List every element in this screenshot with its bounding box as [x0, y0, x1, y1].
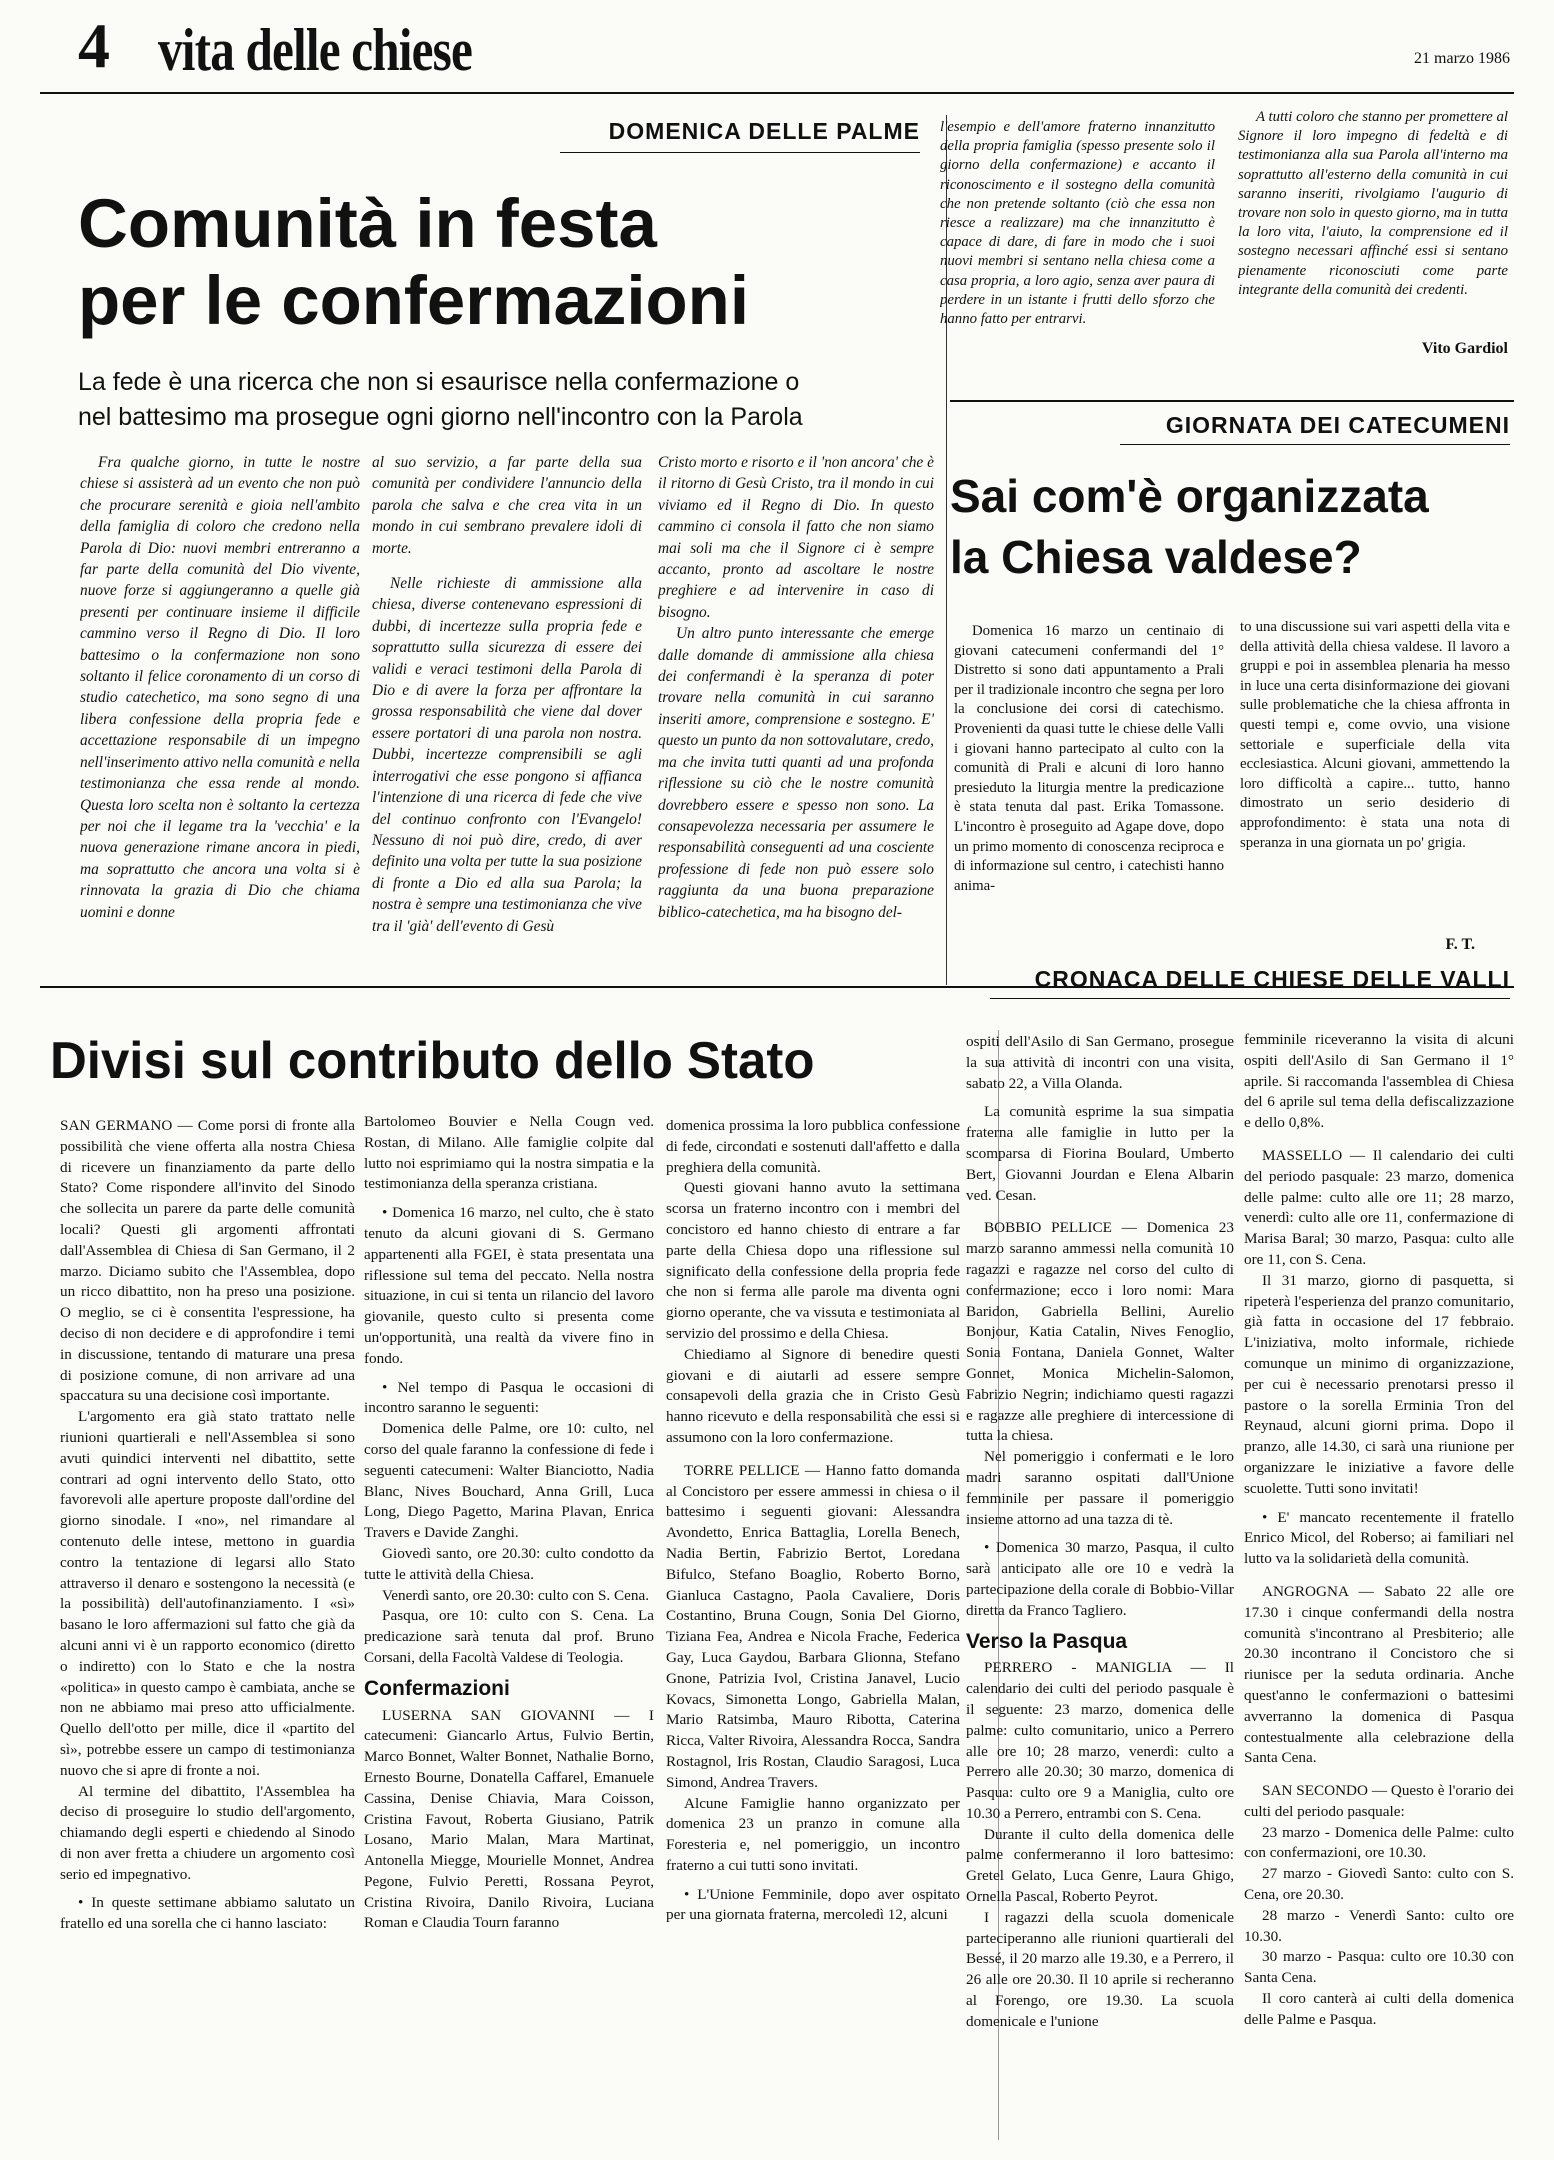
paragraph: Nel pomeriggio i confermati e le loro madri saranno ospitati dall'Unione femminile per passare il pomeriggio insieme attorno ad una tazza di tè. [966, 1448, 1234, 1528]
paragraph: PERRERO - MANIGLIA — Il calendario dei culti del periodo pasquale è il seguente: 23 marzo, domenica delle palme: culto comunitario, unico a Perrero alle ore 10; 28 marzo, venerdì: culto a Perrero alle 20.30; 30 marzo, domenica di Pasqua: culto ore 9 a Maniglia, culto ore 10.30 a Perrero, entrambi con S. Cena. [966, 1659, 1234, 1822]
paragraph: Domenica 16 marzo un centinaio di giovani catecumeni confermandi del 1° Distretto si sono dati appuntamento a Prali per il tradizionale incontro che segna per loro la conclusione dei corsi di catechismo. Provenienti da quasi tutte le chiese delle Valli i giovani hanno partecipato al culto con la comunità di Prali e alcuni di loro hanno presieduto la liturgia mentre la predicazione è stata tenuta dal past. Erika Tomassone. L'incontro è proseguito ad Agape dove, dopo un primo momento di conoscenza reciproca e di informazione sul centro, i catechisti hanno anima- [954, 623, 1224, 894]
paragraph: SAN SECONDO — Questo è l'orario dei culti del periodo pasquale: [1244, 1782, 1514, 1820]
article3-col4 [966, 1032, 1234, 2146]
paragraph: • E' mancato recentemente il fratello Enrico Micol, del Roberso; ai familiari nel lutto va la solidarietà della comunità. [1244, 1508, 1514, 1568]
paragraph: 30 marzo - Pasqua: culto ore 10.30 con Santa Cena. [1244, 1948, 1514, 1987]
article1-title-line2: per le confermazioni [78, 262, 749, 340]
paragraph: A tutti coloro che stanno per promettere al Signore il loro impegno di fedeltà e di testimonianza alla sua Parola all'interno ma soprattutto all'esterno della comunità in cui saranno inseriti, rivolgiamo l'augurio di trovare non solo in questo giorno, ma in tutta la loro vita, l'aiuto, la comprensione ed il sostegno necessari affinché essi si sentano pienamente riconosciuti come parte integrante della comunità dei credenti. [1238, 109, 1508, 298]
paragraph: La comunità esprime la sua simpatia fraterna alle famiglie in lutto per la scomparsa di Fiorina Boulard, Umberto Bert, Giovanni Jourdan e Elena Albarin ved. Cesan. [966, 1103, 1234, 1204]
article3-col1 [60, 1116, 355, 2146]
verso-la-pasqua-heading: Verso la Pasqua [966, 1629, 1128, 1653]
paragraph: Chiediamo al Signore di benedire questi giovani e di aiutarli ad essere sempre consapevoli della grazia che in Cristo Gesù hanno ricevuto e della responsabilità che essi si assumono con la loro confermazione. [666, 1345, 960, 1446]
article2-col2 [1240, 618, 1510, 918]
article3-col5 [1244, 1030, 1514, 2146]
paragraph: • In queste settimane abbiamo salutato un fratello ed una sorella che ci hanno lasciato: [60, 1894, 355, 1933]
paragraph: I ragazzi della scuola domenicale parteciperanno alle riunioni quartierali del Bessé, il 20 marzo alle 19.30, e a Perrero, il 26 alle ore 20.30. Il 10 aprile si recheranno al Forengo, ore 19.30. La scuola domenicale e l'unione [966, 1908, 1234, 2030]
paragraph: ospiti dell'Asilo di San Germano, prosegue la sua attività di incontri con una visita, sabato 22, a Villa Olanda. [966, 1033, 1234, 1092]
paragraph: Venerdì santo, ore 20.30: culto con S. Cena. [382, 1586, 649, 1604]
article1-subtitle [78, 365, 938, 434]
paragraph: 23 marzo - Domenica delle Palme: culto con confermazioni, ore 10.30. [1244, 1823, 1514, 1862]
section-rule [950, 400, 1514, 402]
article1-col3 [658, 452, 934, 982]
paragraph: L'argomento era già stato trattato nelle riunioni quartierali e nell'Assemblea si sono avuti quindici interventi nel dibattito, sette contrari ad ogni intervento dello Stato, otto favorevoli alle aperture proposte dall'ordine del giorno sinodale. I «no», nel rimandare al contenuto delle intese, mettono in guardia contro la tentazione di legarsi allo Stato attraverso il denaro e sostengono la necessità (e la possibilità) dell'autofinanziamento. I «sì» basano le loro affermazioni sul fatto che già da alcuni anni vi è un rapporto economico (diretto o indiretto) con lo Stato e che la nostra «politica» in questo campo è cambiata, anche se non ne abbiamo mai preso atto ufficialmente. Quello dell'otto per mille, dice il «partito del sì», potrebbe essere un campo di testimonianza nuovo che si apre di fronte a noi. [60, 1408, 355, 1779]
article2-signature: F. T. [1445, 936, 1475, 953]
kicker-rule [990, 998, 1510, 999]
paragraph: Questi giovani hanno avuto la settimana scorsa un fraterno incontro con i membri del concistoro ed hanno chiesto di entrare a far parte della Chiesa dopo una riflessione sul significato della confessione della propria fede che non si ferma alle parole ma diventa ogni giorno operante, che va vissuta e testimoniata al servizio del prossimo e della Chiesa. [666, 1179, 960, 1342]
paragraph: MASSELLO — Il calendario dei culti del periodo pasquale: 23 marzo, domenica delle palme: culto alle ore 11; 28 marzo, venerdì: culto alle ore 11, confermazione di Marisa Baral; 30 marzo, Pasqua: culto alle ore 11, con S. Cena. [1244, 1146, 1514, 1268]
paragraph: l'esempio e dell'amore fraterno innanzitutto della propria famiglia (spesso presente solo il giorno della confermazione) e accanto il riconoscimento e il sostegno della comunità che non pretende soltanto (ciò che essa non riesce a realizzare) ma che innanzitutto è capace di dare, di fare in modo che i suoi nuovi membri si sentano nella chiesa come a casa propria, a loro agio, senza aver paura di perdere in un istante i frutti dello sforzo che hanno fatto per entrarvi. [940, 119, 1215, 328]
paragraph: Fra qualche giorno, in tutte le nostre chiese si assisterà ad un evento che non può che procurare serenità e gioia nell'ambito della famiglia di coloro che credono nella Parola di Dio: nuovi membri entreranno a far parte della comunità del Dio vivente, nuove forze si aggiungeranno a quelle già presenti per continuare insieme il difficile cammino verso il Regno di Dio. Il loro battesimo o la confermazione non sono soltanto il felice coronamento di un corso di studio catechetico, ma sono segno di una libera confessione della propria fede e accettazione responsabile di un impegno nell'inserimento attivo nella comunità e nella testimonianza che essa rende al mondo. Questa loro scelta non è soltanto la certezza per noi che il legame tra la 'vecchia' e la nuova generazione rimane ancora in piedi, ma soprattutto che ancora una volta si è rinnovata la grazia di Dio che chiama uomini e donne [80, 454, 360, 921]
paragraph: Pasqua, ore 10: culto con S. Cena. La predicazione sarà tenuta dal prof. Bruno Corsani, della Facoltà Valdese di Teologia. [364, 1607, 654, 1666]
paragraph: al suo servizio, a far parte della sua comunità per condividere l'annuncio della parola che salva e che crea vita in un mondo in cui sembrano prevalere idoli di morte. [372, 454, 642, 557]
paragraph: LUSERNA SAN GIOVANNI — I catecumeni: Giancarlo Artus, Fulvio Bertin, Marco Bonnet, Walter Bonnet, Nathalie Borno, Ernesto Bourne, Donatella Caffarel, Emanuele Cassina, Denise Chiavia, Mara Coisson, Cristina Favout, Roberta Giusiano, Patrik Losano, Mario Malan, Mara Martinat, Antonella Miegge, Mourielle Monnet, Andrea Pegone, Fulvio Peretti, Rossana Peyrot, Cristina Rivoira, Danilo Rivoira, Luciana Roman e Claudia Tourn faranno [364, 1706, 654, 1932]
section-title: vita delle chiese [158, 17, 472, 83]
paragraph: Al termine del dibattito, l'Assemblea ha deciso di proseguire lo studio dell'argomento, chiamando degli esperti e chiedendo al Sinodo di non aver fretta a chiudere un argomento così serio ed impegnativo. [60, 1782, 355, 1883]
paragraph: SAN GERMANO — Come porsi di fronte alla possibilità che viene offerta alla nostra Chiesa di ricevere un finanziamento da parte dello Stato? Come rispondere all'invito del Sinodo che sollecita un parere da parte delle comunità locali? Questi gli argomenti affrontati dall'Assemblea di Chiesa di San Germano, il 2 marzo. Diciamo subito che l'Assemblea, dopo un ricco dibattito, non ha preso una posizione. O meglio, se ci è consentita l'espressione, ha deciso di non decidere e di approfondire i temi in discussione, tentando di maturare una presa di posizione comune, di non arrivare ad una spaccatura su una decisione così importante. [60, 1117, 355, 1405]
article3-col2 [364, 1112, 654, 2146]
kicker-rule [560, 152, 920, 153]
article1-signature: Vito Gardiol [1421, 340, 1508, 357]
paragraph: • Domenica 30 marzo, Pasqua, il culto sarà anticipato alle ore 10 e vedrà la partecipazione della corale di Bobbio-Villar diretta da Franco Tagliero. [966, 1539, 1234, 1619]
paragraph: 28 marzo - Venerdì Santo: culto ore 10.30. [1244, 1906, 1514, 1945]
paragraph: ANGROGNA — Sabato 22 alle ore 17.30 i cinque confermandi della nostra comunità s'incontrano al Presbiterio; alle 20.30 incontrano il Concistoro che si riunisce per la seduta ordinaria. Anche quest'anno le confermazioni o battesimi avverranno la domenica di Pasqua contestualmente alla celebrazione della Santa Cena. [1244, 1582, 1514, 1767]
paragraph: domenica prossima la loro pubblica confessione di fede, circondati e sostenuti dall'affetto e dalla preghiera della comunità. [666, 1117, 960, 1176]
paragraph: Alcune Famiglie hanno organizzato per domenica 23 un pranzo in comune alla Foresteria e, nel pomeriggio, un incontro fraterno a cui tutti sono invitati. [666, 1794, 960, 1874]
article2-title-line2: la Chiesa valdese? [950, 530, 1362, 583]
confermazioni-heading: Confermazioni [364, 1676, 510, 1700]
article1-col2 [372, 452, 642, 982]
paragraph: Nelle richieste di ammissione alla chiesa, diverse contenevano espressioni di dubbi, di incertezze sulla propria fede e soprattutto sulla sicurezza di essere dei validi e veraci testimoni della Parola di Dio e di avere la forza per affrontare la grossa responsabilità che viene dal dover essere portatori di una parola non nostra. Dubbi, incertezze comprensibili se agli interrogativi che esse pongono si affianca l'intenzione di una ricerca di fede che vive del continuo confronto con l'Evangelo! Nessuno di noi può dire, credo, di aver definito una volta per tutte la sua posizione di fronte a Dio ed alla sua Parola; la nostra è sempre una testimonianza che vive tra il 'già' dell'evento di Gesù [372, 575, 642, 935]
article1-kicker: DOMENICA DELLE PALME [608, 118, 920, 144]
article2-title [950, 466, 1510, 587]
kicker-rule [1120, 444, 1510, 445]
article1-subtitle-line2: nel battesimo ma prosegue ogni giorno nell'incontro con la Parola [78, 402, 803, 431]
article1-title [78, 185, 938, 340]
paragraph: 27 marzo - Giovedì Santo: culto con S. Cena, ore 20.30. [1244, 1865, 1514, 1904]
issue-date: 21 marzo 1986 [1414, 50, 1510, 67]
masthead-rule [40, 92, 1514, 94]
paragraph: Un altro punto interessante che emerge dalle domande di ammissione alla chiesa dei confermandi è la speranza di poter trovare nella comunità in cui saranno inseriti amore, comprensione e sostegno. E' questo un punto da non sottovalutare, credo, ma che invita tutti quanti ad una profonda riflessione su ciò che le nostre comunità dovrebbero essere e spesso non sono. La consapevolezza necessaria per assumere le responsabilità conseguenti ad una cosciente professione di fede non può essere solo raggiunta da una buona preparazione biblico-catechetica, ma ha bisogno del- [658, 625, 934, 921]
article3-col3 [666, 1116, 960, 2146]
paragraph: Il coro canterà ai culti della domenica delle Palme e Pasqua. [1244, 1990, 1514, 2028]
paragraph: femminile riceveranno la visita di alcuni ospiti dell'Asilo di San Germano il 1° aprile. Si raccomanda l'assemblea di Chiesa del 6 aprile sul tema della defiscalizzazione e dello 0,8%. [1244, 1031, 1514, 1132]
article2-kicker: GIORNATA DEI CATECUMENI [1165, 412, 1510, 438]
paragraph: Bartolomeo Bouvier e Nella Cougn ved. Rostan, di Milano. Alle famiglie colpite dal lutto noi esprimiamo qui la nostra simpatia e la testimonianza della speranza cristiana. [364, 1113, 654, 1193]
paragraph: • Nel tempo di Pasqua le occasioni di incontro saranno le seguenti: [364, 1378, 654, 1417]
paragraph: Il 31 marzo, giorno di pasquetta, si ripeterà l'esperienza del pranzo comunitario, già fatta in occasione del 17 febbraio. L'iniziativa, molto informale, richiede comunque un minimo di organizzazione, per cui è necessario prenotarsi presso il pastore o la sorella Erminia Tron del Reynaud, alcuni giorni prima. Dopo il pranzo, alle 14.30, ci sarà una riunione per organizzare le iniziative a favore delle scuolette. Tutti sono invitati! [1244, 1271, 1514, 1497]
article1-col1 [80, 452, 360, 982]
article2-col1 [954, 622, 1224, 982]
paragraph: Cristo morto e risorto e il 'non ancora' che è il ritorno di Gesù Cristo, tra il mondo in cui viviamo ed il Regno di Dio. In questo cammino ci consola il fatto che non siamo mai soli ma che il Signore ci è sempre accanto, pronto ad ascoltare le nostre preghiere e ad intervenire in caso di bisogno. [658, 454, 934, 621]
paragraph: • L'Unione Femminile, dopo aver ospitato per una giornata fraterna, mercoledì 12, alcuni [666, 1885, 960, 1924]
paragraph: • Domenica 16 marzo, nel culto, che è stato tenuto da alcuni giovani di S. Germano appartenenti alla FGEI, è stata presentata una riflessione sul tema del peccato. Nella nostra situazione, in cui si tenta un rilancio del lavoro giovanile, questo culto si presenta come un'opportunità, una realtà da vivere fino in fondo. [364, 1204, 654, 1367]
article1-col4 [940, 118, 1215, 403]
paragraph: TORRE PELLICE — Hanno fatto domanda al Concistoro per essere ammessi in chiesa o il battesimo i seguenti giovani: Alessandra Avondetto, Enrica Battaglia, Lorella Benech, Nadia Bertin, Fabrizio Bertot, Loredana Bifulco, Stefano Boaglio, Roberto Borno, Gianluca Castagno, Paola Cavaliere, Doris Costantino, Bruna Cougn, Sonia Del Giorno, Tiziana Fea, Andrea e Nicola Frache, Federica Gay, Luca Gaydou, Barbara Glionna, Stefano Gnone, Patrizia Ivol, Cristina Janavel, Lucio Kovacs, Simonetta Longo, Gabriella Malan, Mario Ratsimba, Mauro Ribotta, Caterina Ricca, Valter Rivoira, Alessandra Rocca, Sandra Rostagnol, Iris Rostan, Claudio Saragosi, Luca Simond, Andrea Travers. [666, 1461, 960, 1791]
article3-title: Divisi sul contributo dello Stato [50, 1032, 815, 1090]
paragraph: Durante il culto della domenica delle palme confermeranno il loro battesimo: Gretel Gelato, Luca Genre, Laura Ghigo, Ornella Pascal, Roberto Peyrot. [966, 1825, 1234, 1906]
article1-title-line1: Comunità in festa [78, 185, 657, 262]
article3-kicker: CRONACA DELLE CHIESE DELLE VALLI [1034, 966, 1510, 992]
article1-col5 [1238, 108, 1508, 358]
article1-subtitle-line1: La fede è una ricerca che non si esaurisce nella confermazione o [78, 368, 800, 396]
page-number: 4 [78, 10, 110, 81]
article2-title-line1: Sai com'è organizzata [950, 470, 1429, 522]
paragraph: Domenica delle Palme, ore 10: culto, nel corso del quale faranno la confessione di fede i seguenti catecumeni: Walter Bianciotto, Nadia Blanc, Nives Bouchard, Anna Grill, Luca Long, Diego Pagetto, Marina Plavan, Enrica Travers e Davide Zanghi. [364, 1420, 654, 1542]
paragraph: to una discussione sui vari aspetti della vita e della attività della chiesa valdese. Il lavoro a gruppi e poi in assemblea plenaria ha messo in luce una certa disinformazione dei giovani sulle problematiche che la chiesa affronta in questi tempi e, come ovvio, una visione settoriale e superficiale della vita ecclesiastica. Alcuni giovani, ammettendo la loro difficoltà a capire... tutto, hanno dimostrato un serio desiderio di approfondimento: è stata una nota di speranza in una giornata un po' grigia. [1240, 619, 1510, 851]
paragraph: BOBBIO PELLICE — Domenica 23 marzo saranno ammessi nella comunità 10 ragazzi e ragazze nel corso del culto di confermazione; ecco i loro nomi: Mara Baridon, Gabriella Bellini, Aurelio Bonjour, Katia Catalin, Nives Fenoglio, Sonia Fontana, Daniela Gonnet, Walter Gonnet, Monica Michelin-Salomon, Fabrizio Negrin; indichiamo questi ragazzi e ragazze alle preghiere di intercessione di tutta la chiesa. [966, 1219, 1234, 1445]
paragraph: Giovedì santo, ore 20.30: culto condotto da tutte le attività della Chiesa. [364, 1544, 654, 1583]
